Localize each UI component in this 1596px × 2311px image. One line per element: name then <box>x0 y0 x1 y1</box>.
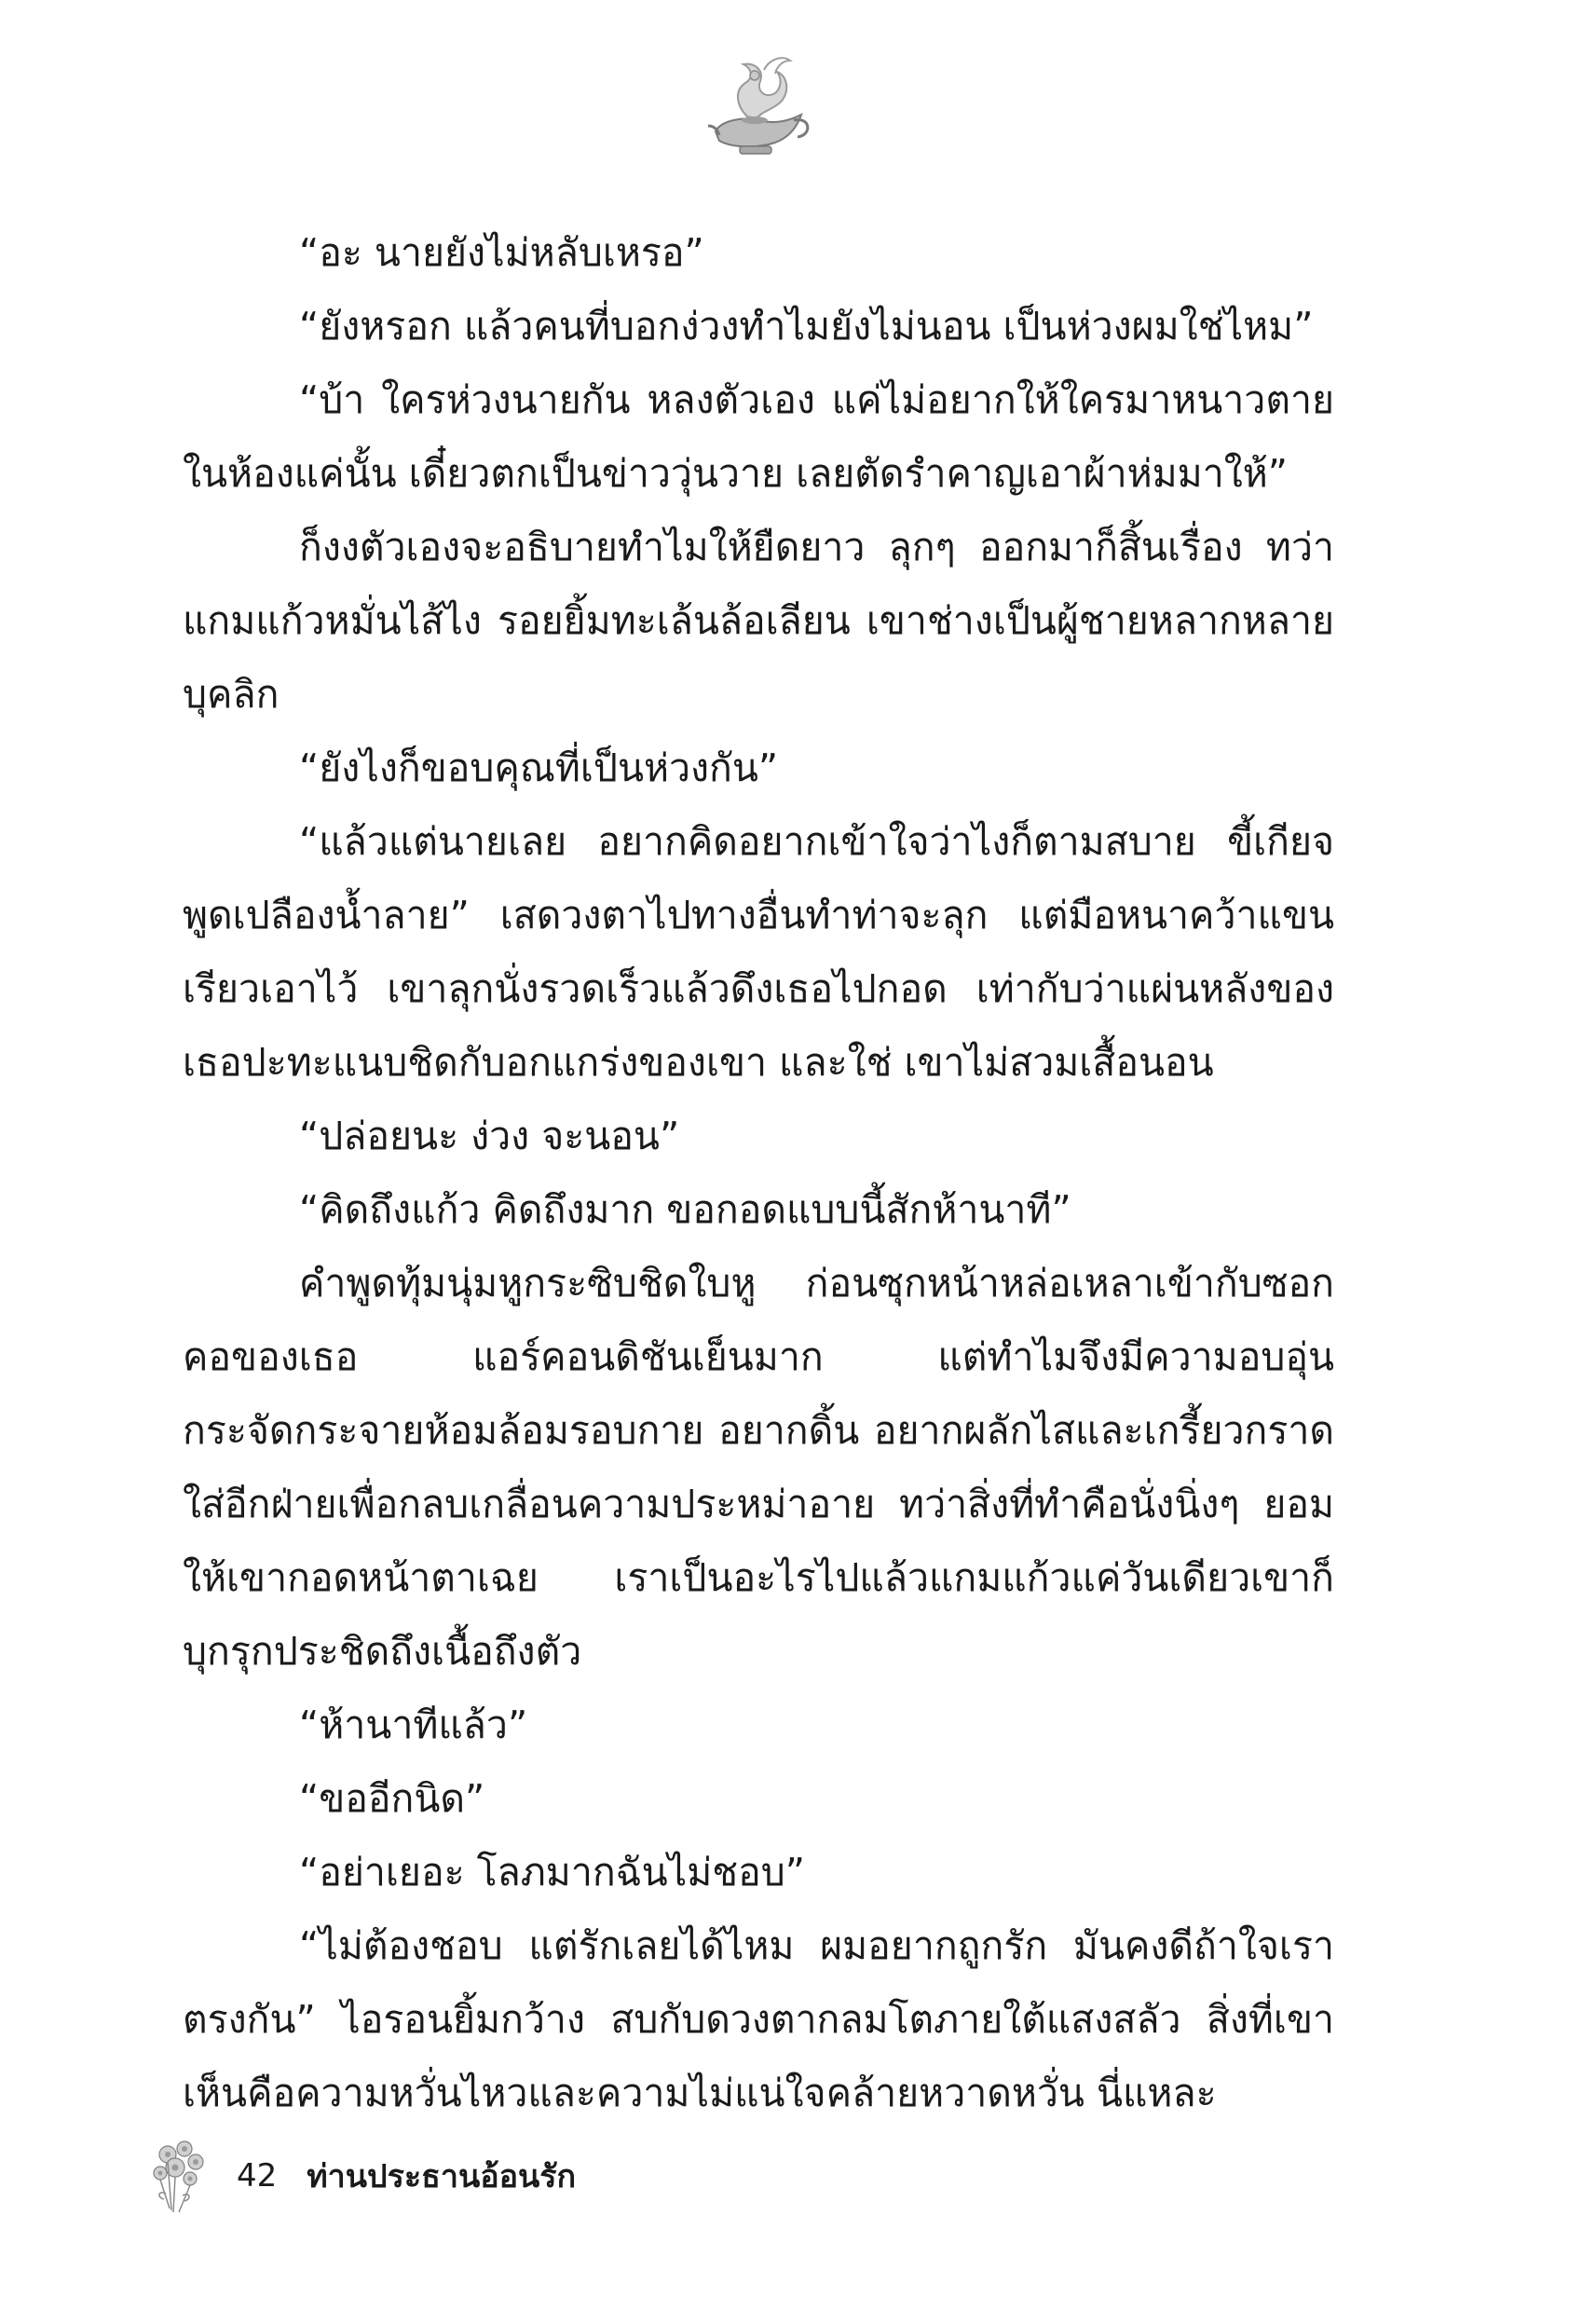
footer-ornament <box>147 2134 212 2218</box>
page-footer <box>147 2134 576 2218</box>
paragraph: คำพูดทุ้มนุ่มหูกระซิบชิดใบหู ก่อนซุกหน้าหล่อเหลาเข้ากับซอกคอของเธอ แอร์คอนดิชันเย็นมาก แต่ทำไมจึงมีความอบอุ่นกระจัดกระจายห้อมล้อมรอบกาย อยากดิ้น อยากผลักไสและเกรี้ยวกราดใส่อีกฝ่ายเพื่อกลบเกลื่อนความประหม่าอาย ทว่าสิ่งที่ทำคือนั่งนิ่งๆ ยอมให้เขากอดหน้าตาเฉย เราเป็นอะไรไปแล้วแกมแก้วแค่วันเดียวเขาก็บุกรุกประชิดถึงเนื้อถึงตัว <box>183 1261 1334 1674</box>
paragraph: “อย่าเยอะ โลภมากฉันไม่ชอบ” <box>299 1850 805 1894</box>
body-text <box>183 216 1334 2130</box>
paragraph: “ไม่ต้องชอบ แต่รักเลยได้ไหม ผมอยากถูกรัก มันคงดีถ้าใจเราตรงกัน” ไอรอนยิ้มกว้าง สบกับดวงตากลมโตภายใต้แสงสลัว สิ่งที่เขาเห็นคือความหวั่นไหวและความไม่แน่ใจคล้ายหวาดหวั่น นี่แหละ <box>183 1923 1334 2115</box>
paragraph: “คิดถึงแก้ว คิดถึงมาก ขอกอดแบบนี้สักห้านาที” <box>299 1187 1071 1232</box>
flower-bouquet-icon <box>147 2134 212 2218</box>
paragraph: ก็งงตัวเองจะอธิบายทำไมให้ยืดยาว ลุกๆ ออกมาก็สิ้นเรื่อง ทว่าแกมแก้วหมั่นไส้ไง รอยยิ้มทะเล้นล้อเลียน เขาช่างเป็นผู้ชายหลากหลายบุคลิก <box>183 525 1334 717</box>
paragraph: “ยังไงก็ขอบคุณที่เป็นห่วงกัน” <box>299 745 779 790</box>
book-title: ท่านประธานอ้อนรัก <box>307 2158 577 2195</box>
paragraph: “ห้านาทีแล้ว” <box>299 1702 528 1747</box>
paragraph: “บ้า ใครห่วงนายกัน หลงตัวเอง แค่ไม่อยากให้ใครมาหนาวตายในห้องแค่นั้น เดี๋ยวตกเป็นข่าววุ่นวาย เลยตัดรำคาญเอาผ้าห่มมาให้” <box>183 377 1334 496</box>
paragraph: “ขออีกนิด” <box>299 1776 485 1821</box>
header-ornament <box>689 51 820 163</box>
paragraph: “แล้วแต่นายเลย อยากคิดอยากเข้าใจว่าไงก็ตามสบาย ขี้เกียจพูดเปลืองน้ำลาย” เสดวงตาไปทางอื่นทำท่าจะลุก แต่มือหนาคว้าแขนเรียวเอาไว้ เขาลุกนั่งรวดเร็วแล้วดึงเธอไปกอด เท่ากับว่าแผ่นหลังของเธอปะทะแนบชิดกับอกแกร่งของเขา และใช่ เขาไม่สวมเสื้อนอน <box>183 819 1334 1085</box>
page-number: 42 <box>237 2157 278 2195</box>
paragraph: “ยังหรอก แล้วคนที่บอกง่วงทำไมยังไม่นอน เป็นห่วงผมใช่ไหม” <box>299 304 1314 349</box>
lamp-genie-icon <box>689 51 820 163</box>
paragraph: “อะ นายยังไม่หลับเหรอ” <box>299 230 704 275</box>
paragraph: “ปล่อยนะ ง่วง จะนอน” <box>299 1114 680 1158</box>
